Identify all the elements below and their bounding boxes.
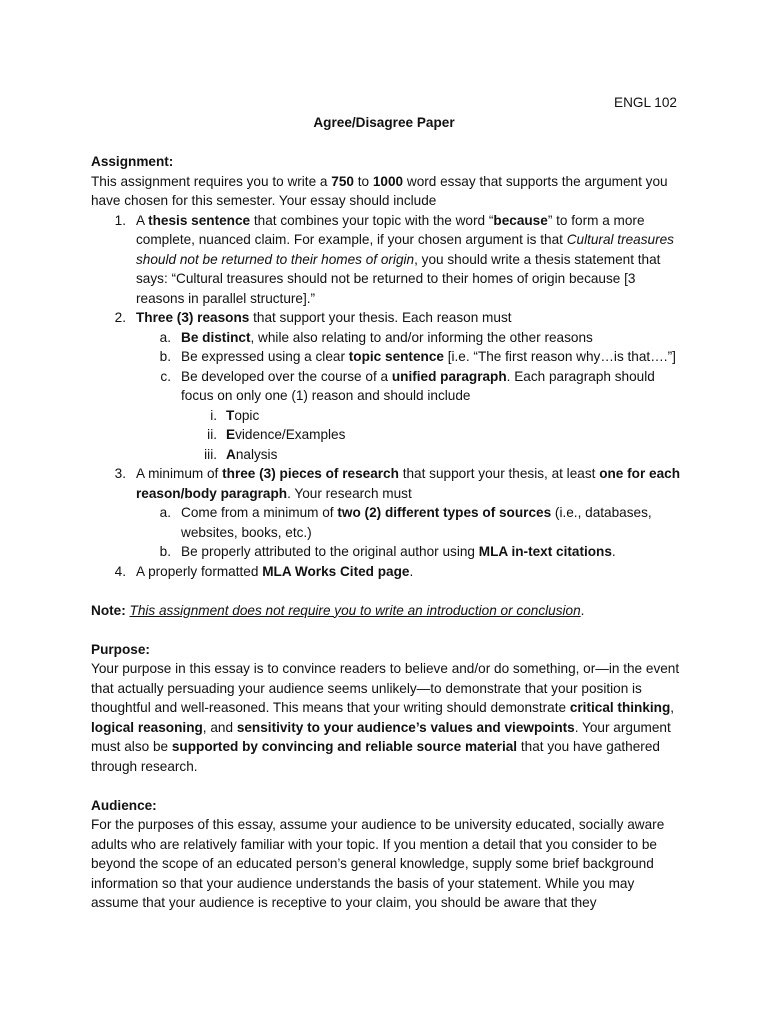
sub-sub-list-item: ii. Evidence/Examples xyxy=(207,427,346,442)
list-item: 2. Three (3) reasons that support your thesis. Each reason must xyxy=(114,310,512,325)
assignment-intro: This assignment requires you to write a 750 to 1000 word essay that supports the argument you have chosen for this semester. Your essay should include xyxy=(91,173,668,208)
assignment-heading: Assignment: xyxy=(91,154,174,169)
sub-sub-list-item: iii. Analysis xyxy=(204,446,278,462)
audience-paragraph: For the purposes of this essay, assume your audience to be university educated, socially aware adults who are relatively familiar with your topic. If you mention a detail that you consider to be beyond the scope of an educated person’s general knowledge, supply some brief background information so that your audience understands the basis of your statement. While you may assume that your audience is receptive to your claim, you should be aware that they xyxy=(91,817,665,910)
sub-list-item: c. Be developed over the course of a unified paragraph. Each paragraph should focus on only one (1) reason and should include xyxy=(160,368,655,403)
sub-list-item: b. Be expressed using a clear topic sentence [i.e. “The first reason why…is that….”] xyxy=(159,349,676,364)
purpose-heading: Purpose: xyxy=(91,641,150,657)
document-title: Agree/Disagree Paper xyxy=(313,115,455,130)
note-paragraph: Note: This assignment does not require you to write an introduction or conclusion. xyxy=(91,602,585,618)
note-label: Note: xyxy=(91,602,126,618)
sub-list-item: a. Come from a minimum of two (2) different types of sources (i.e., databases, websites, books, etc.) xyxy=(159,505,652,540)
purpose-paragraph: Your purpose in this essay is to convince readers to believe and/or do something, or—in the event that actually persuading your audience seems unlikely—to demonstrate that your position is thoughtful and well-reasoned. This means that your writing should demonstrate critical thinking, logical reasoning, and sensitivity to your audience’s values and viewpoints. Your argument must also be supported by convincing and reliable source material that you have gathered through research. xyxy=(91,661,680,774)
course-code: ENGL 102 xyxy=(614,95,677,110)
list-item: 4. A properly formatted MLA Works Cited page. xyxy=(114,563,414,579)
sub-list-item: a. Be distinct, while also relating to and/or informing the other reasons xyxy=(159,329,593,345)
list-item: 3. A minimum of three (3) pieces of research that support your thesis, at least one for each reason/body paragraph. Your research must xyxy=(114,466,681,501)
list-item: 1. A thesis sentence that combines your topic with the word “because” to form a more complete, nuanced claim. For example, if your chosen argument is that Cultural treasures should not be returned to their homes of origin, you should write a thesis statement that says: “Cultural treasures should not be returned to their homes of origin because [3 reasons in parallel structure].” xyxy=(114,212,674,306)
sub-list-item: b. Be properly attributed to the original author using MLA in-text citations. xyxy=(159,544,616,559)
note-text: This assignment does not require you to write an introduction or conclusion xyxy=(129,602,581,618)
audience-heading: Audience: xyxy=(91,797,157,813)
document-body xyxy=(91,152,685,913)
sub-sub-list-item: i. Topic xyxy=(210,407,260,423)
